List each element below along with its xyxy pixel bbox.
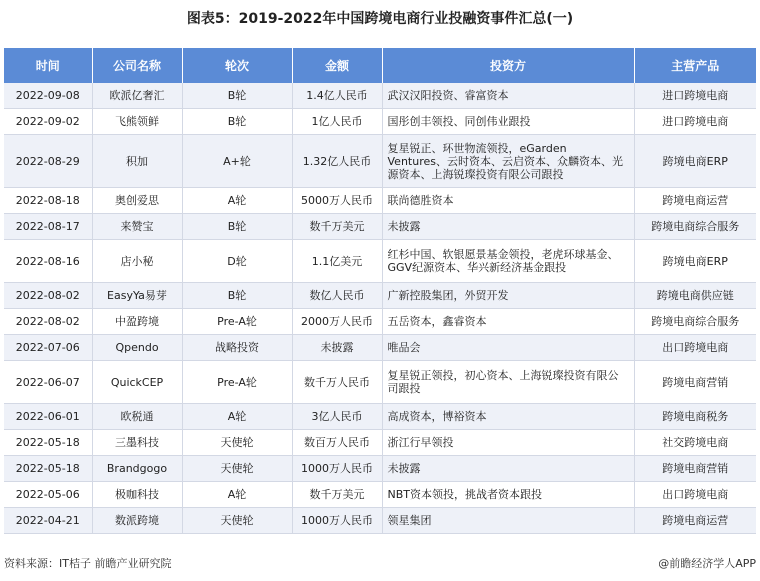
table-row — [4, 309, 756, 335]
cell-date: 2022-06-01 — [4, 404, 92, 430]
cell-date: 2022-08-02 — [4, 283, 92, 309]
table-row — [4, 482, 756, 508]
cell-round: B轮 — [182, 109, 292, 135]
cell-round: Pre-A轮 — [182, 309, 292, 335]
table-header-row — [4, 48, 756, 83]
cell-date: 2022-05-18 — [4, 430, 92, 456]
cell-company: 店小秘 — [92, 240, 182, 283]
table-row — [4, 361, 756, 404]
cell-company: 奥创爱思 — [92, 188, 182, 214]
cell-company: 来赞宝 — [92, 214, 182, 240]
cell-company: Qpendo — [92, 335, 182, 361]
cell-amount: 2000万人民币 — [292, 309, 382, 335]
cell-product: 跨境电商运营 — [634, 508, 756, 534]
cell-date: 2022-07-06 — [4, 335, 92, 361]
cell-product: 跨境电商ERP — [634, 240, 756, 283]
cell-amount: 1.32亿人民币 — [292, 135, 382, 188]
cell-date: 2022-09-08 — [4, 83, 92, 109]
cell-investors: 未披露 — [382, 214, 634, 240]
cell-investors: 武汉汉阳投资、睿富资本 — [382, 83, 634, 109]
cell-company: 欧税通 — [92, 404, 182, 430]
cell-amount: 未披露 — [292, 335, 382, 361]
cell-date: 2022-08-17 — [4, 214, 92, 240]
cell-investors: 广新控股集团，外贸开发 — [382, 283, 634, 309]
cell-date: 2022-08-18 — [4, 188, 92, 214]
cell-date: 2022-06-07 — [4, 361, 92, 404]
brand-credit: @前瞻经济学人APP — [658, 557, 756, 570]
cell-amount: 数亿人民币 — [292, 283, 382, 309]
cell-amount: 1.4亿人民币 — [292, 83, 382, 109]
cell-date: 2022-08-16 — [4, 240, 92, 283]
cell-amount: 1000万人民币 — [292, 508, 382, 534]
cell-round: B轮 — [182, 214, 292, 240]
table-row — [4, 404, 756, 430]
cell-investors: 复星锐正、环世物流领投，eGarden Ventures、云时资本、云启资本、众麟资本、光源资本、上海锐璨投资有限公司跟投 — [382, 135, 634, 188]
cell-round: B轮 — [182, 83, 292, 109]
header-amount: 金额 — [292, 48, 382, 83]
cell-date: 2022-05-18 — [4, 456, 92, 482]
cell-product: 出口跨境电商 — [634, 482, 756, 508]
table-row — [4, 283, 756, 309]
cell-company: QuickCEP — [92, 361, 182, 404]
cell-product: 跨境电商供应链 — [634, 283, 756, 309]
cell-product: 跨境电商营销 — [634, 361, 756, 404]
cell-company: 中盈跨境 — [92, 309, 182, 335]
cell-amount: 1000万人民币 — [292, 456, 382, 482]
cell-amount: 1.1亿美元 — [292, 240, 382, 283]
cell-round: 战略投资 — [182, 335, 292, 361]
table-row — [4, 240, 756, 283]
cell-round: Pre-A轮 — [182, 361, 292, 404]
cell-product: 跨境电商ERP — [634, 135, 756, 188]
cell-product: 跨境电商营销 — [634, 456, 756, 482]
cell-amount: 数百万人民币 — [292, 430, 382, 456]
cell-round: A轮 — [182, 404, 292, 430]
cell-round: D轮 — [182, 240, 292, 283]
cell-round: 天使轮 — [182, 508, 292, 534]
cell-round: 天使轮 — [182, 456, 292, 482]
table-row — [4, 456, 756, 482]
header-date: 时间 — [4, 48, 92, 83]
cell-product: 进口跨境电商 — [634, 83, 756, 109]
cell-amount: 数千万美元 — [292, 482, 382, 508]
source-note: 资料来源：IT桔子 前瞻产业研究院 — [4, 557, 172, 570]
cell-date: 2022-05-06 — [4, 482, 92, 508]
cell-product: 跨境电商综合服务 — [634, 214, 756, 240]
table-row — [4, 109, 756, 135]
header-company: 公司名称 — [92, 48, 182, 83]
cell-product: 社交跨境电商 — [634, 430, 756, 456]
cell-amount: 数千万美元 — [292, 214, 382, 240]
cell-date: 2022-08-02 — [4, 309, 92, 335]
cell-company: 三墨科技 — [92, 430, 182, 456]
cell-company: 飞熊领鲜 — [92, 109, 182, 135]
header-investors: 投资方 — [382, 48, 634, 83]
header-round: 轮次 — [182, 48, 292, 83]
cell-product: 进口跨境电商 — [634, 109, 756, 135]
cell-investors: 浙江行早领投 — [382, 430, 634, 456]
cell-product: 出口跨境电商 — [634, 335, 756, 361]
table-row — [4, 135, 756, 188]
table-row — [4, 430, 756, 456]
cell-company: EasyYa易芽 — [92, 283, 182, 309]
table-row — [4, 83, 756, 109]
cell-amount: 3亿人民币 — [292, 404, 382, 430]
cell-investors: 五岳资本，鑫睿资本 — [382, 309, 634, 335]
cell-investors: 复星锐正领投，初心资本、上海锐璨投资有限公司跟投 — [382, 361, 634, 404]
cell-amount: 1亿人民币 — [292, 109, 382, 135]
cell-product: 跨境电商税务 — [634, 404, 756, 430]
cell-round: A+轮 — [182, 135, 292, 188]
cell-company: 欧派亿奢汇 — [92, 83, 182, 109]
table-row — [4, 214, 756, 240]
cell-product: 跨境电商运营 — [634, 188, 756, 214]
investment-table — [4, 48, 756, 534]
cell-date: 2022-08-29 — [4, 135, 92, 188]
cell-investors: 未披露 — [382, 456, 634, 482]
table-row — [4, 508, 756, 534]
cell-investors: NBT资本领投，挑战者资本跟投 — [382, 482, 634, 508]
cell-round: A轮 — [182, 188, 292, 214]
cell-amount: 数千万人民币 — [292, 361, 382, 404]
cell-company: 数派跨境 — [92, 508, 182, 534]
cell-amount: 5000万人民币 — [292, 188, 382, 214]
table-row — [4, 188, 756, 214]
cell-investors: 联尚德胜资本 — [382, 188, 634, 214]
cell-investors: 领星集团 — [382, 508, 634, 534]
cell-date: 2022-04-21 — [4, 508, 92, 534]
cell-investors: 唯品会 — [382, 335, 634, 361]
chart-title: 图表5：2019-2022年中国跨境电商行业投融资事件汇总(一) — [186, 11, 574, 27]
cell-round: B轮 — [182, 283, 292, 309]
table-row — [4, 335, 756, 361]
cell-round: A轮 — [182, 482, 292, 508]
cell-date: 2022-09-02 — [4, 109, 92, 135]
cell-product: 跨境电商综合服务 — [634, 309, 756, 335]
cell-investors: 红杉中国、软银愿景基金领投，老虎环球基金、GGV纪源资本、华兴新经济基金跟投 — [382, 240, 634, 283]
cell-investors: 国彤创丰领投、同创伟业跟投 — [382, 109, 634, 135]
cell-company: Brandgogo — [92, 456, 182, 482]
header-product: 主营产品 — [634, 48, 756, 83]
cell-company: 极咖科技 — [92, 482, 182, 508]
cell-round: 天使轮 — [182, 430, 292, 456]
cell-investors: 高成资本，博裕资本 — [382, 404, 634, 430]
cell-company: 积加 — [92, 135, 182, 188]
